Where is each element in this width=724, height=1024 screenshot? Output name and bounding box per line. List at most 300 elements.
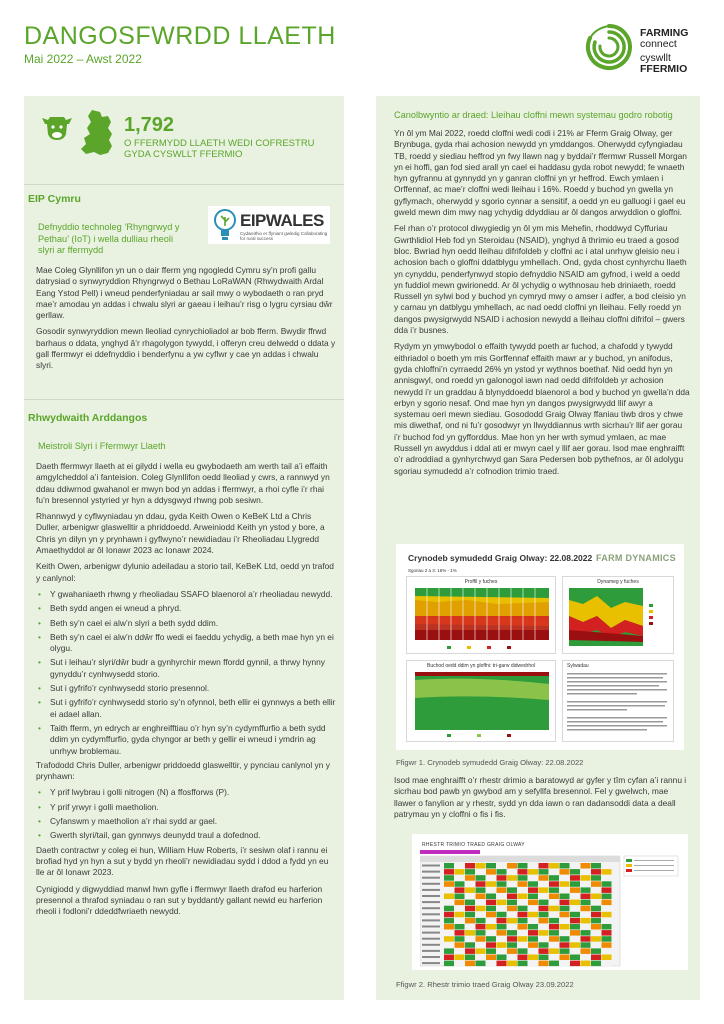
table-cell	[507, 942, 517, 948]
table-cell	[602, 942, 612, 948]
table-cell	[476, 924, 486, 930]
table-cell	[497, 906, 507, 912]
table-cell	[476, 930, 486, 936]
table-cell	[507, 887, 517, 893]
table-cell	[444, 863, 454, 869]
table-cell	[591, 955, 601, 961]
network-bullet-list-1	[36, 589, 336, 757]
table-cell	[602, 918, 612, 924]
table-cell	[528, 881, 538, 887]
table-cell	[602, 887, 612, 893]
table-cell	[602, 955, 612, 961]
table-cell	[539, 930, 549, 936]
table-cell	[465, 955, 475, 961]
table-cell	[539, 936, 549, 942]
network-subtitle: Meistroli Slyri i Ffermwyr Llaeth	[38, 441, 166, 451]
table-cell	[560, 948, 570, 954]
table-cell	[539, 918, 549, 924]
table-cell	[497, 924, 507, 930]
table-cell	[560, 924, 570, 930]
table-cell	[570, 942, 580, 948]
table-cell	[518, 924, 528, 930]
table-cell	[549, 918, 559, 924]
table-cell	[444, 894, 454, 900]
table-cell	[518, 875, 528, 881]
table-cell	[518, 936, 528, 942]
table-cell	[570, 912, 580, 918]
table-cell	[602, 869, 612, 875]
table-cell	[518, 930, 528, 936]
table-cell	[465, 894, 475, 900]
logo-text	[640, 28, 688, 75]
table-cell	[444, 942, 454, 948]
table-cell	[455, 942, 465, 948]
table-cell	[518, 894, 528, 900]
figure-1-title: Crynodeb symudedd Graig Olway: 22.08.2022	[408, 553, 593, 563]
table-cell	[570, 936, 580, 942]
network-paragraph-1: Daeth ffermwyr llaeth at ei gilydd i wella eu gwybodaeth am werth tail a’i effaith amgylcheddol a’i fanteision. Coleg Glynllifon oedd lleoliad y cwrs, a rannwyd yn ddau ddiwrnod gwahanol er mwyn bod yn addas i ffermwyr, a rhoi cyfle i’r rhai fu’n bresennol ystyried yr hyn a ddysgwyd rhwng pob sesiwn.	[36, 461, 330, 505]
table-cell	[581, 924, 591, 930]
table-cell	[465, 912, 475, 918]
table-cell	[455, 912, 465, 918]
table-cell	[581, 961, 591, 967]
list-item: • Sut i gyfrifo’r cynhwysedd storio presennol.	[36, 683, 336, 694]
panel-title: Proffil y fuches	[464, 579, 498, 585]
table-cell	[549, 906, 559, 912]
list-item: • Sut i leihau’r slyri/dŵr budr a gynhyrchir mewn ffordd gynnil, a thrwy hynny gynyddu’r cynhwysedd storio.	[36, 657, 336, 680]
table-cell	[518, 918, 528, 924]
table-row-label	[422, 883, 440, 885]
table-cell	[507, 881, 517, 887]
eip-paragraph-1: Mae Coleg Glynllifon yn un o dair fferm yng ngogledd Cymru sy’n profi gallu datrysiad o synwyryddion Rhyngrwyd o Bethau LoRaWAN (Rhwydwaith Ardal Eang Ystod Pell) i wneud penderfyniadau ar sail mwy o wybodaeth o ran pryd mae’r amodau yn addas i chwalu slyri ar gaeau i leihau’r risg o lygru cyrsiau dŵr gerllaw.	[36, 265, 333, 321]
table-cell	[591, 887, 601, 893]
table-cell	[497, 936, 507, 942]
table-cell	[486, 881, 496, 887]
table-cell	[570, 869, 580, 875]
table-cell	[507, 948, 517, 954]
table-row-label	[422, 950, 440, 952]
table-cell	[518, 906, 528, 912]
table-cell	[528, 906, 538, 912]
table-cell	[528, 900, 538, 906]
table-cell	[549, 948, 559, 954]
table-cell	[581, 875, 591, 881]
figure-2-trim-list	[412, 834, 688, 970]
table-cell	[465, 918, 475, 924]
table-cell	[591, 930, 601, 936]
stat-number: 1,792	[124, 114, 175, 136]
figure-2-title: RHESTR TRIMIO TRAED GRAIG OLWAY	[422, 842, 525, 848]
table-cell	[486, 869, 496, 875]
non-lame-cows-chart	[407, 670, 555, 742]
network-section-title: Rhwydwaith Arddangos	[28, 412, 148, 424]
table-cell	[486, 930, 496, 936]
table-cell	[507, 918, 517, 924]
table-cell	[602, 900, 612, 906]
table-cell	[539, 948, 549, 954]
table-cell	[465, 900, 475, 906]
table-cell	[476, 894, 486, 900]
table-cell	[486, 918, 496, 924]
table-cell	[507, 894, 517, 900]
table-row-label	[422, 932, 440, 934]
list-item: • Cyfanswm y maetholion a’r rhai sydd ar gael.	[36, 816, 336, 827]
table-cell	[539, 900, 549, 906]
table-cell	[528, 930, 538, 936]
table-cell	[560, 912, 570, 918]
logo-line-4: FFERMIO	[640, 63, 688, 75]
figure-1-subtitle: Sgoriau 2 a 3: 16% - 1%	[408, 568, 457, 573]
table-cell	[560, 955, 570, 961]
panel-title: Buchod oedd ddim yn gloffni: tri-garw didwedrhol	[426, 663, 536, 669]
table-cell	[539, 961, 549, 967]
eip-subtitle: Defnyddio technoleg ‘Rhyngrwyd y Pethau’ (IoT) i wella dulliau rheoli slyri ar ffermydd	[38, 222, 180, 255]
table-cell	[507, 863, 517, 869]
table-cell	[602, 936, 612, 942]
table-cell	[539, 912, 549, 918]
table-cell	[539, 955, 549, 961]
table-cell	[455, 918, 465, 924]
table-cell	[497, 881, 507, 887]
table-cell	[497, 912, 507, 918]
table-cell	[570, 948, 580, 954]
table-cell	[549, 924, 559, 930]
table-cell	[486, 906, 496, 912]
table-cell	[528, 869, 538, 875]
table-cell	[444, 955, 454, 961]
table-cell	[581, 930, 591, 936]
table-cell	[486, 936, 496, 942]
table-cell	[507, 869, 517, 875]
table-cell	[581, 887, 591, 893]
table-cell	[455, 924, 465, 930]
table-cell	[602, 863, 612, 869]
table-cell	[444, 869, 454, 875]
table-cell	[476, 887, 486, 893]
table-cell	[570, 906, 580, 912]
table-cell	[539, 863, 549, 869]
panel-title: Dynameg y fuches	[597, 579, 639, 585]
table-cell	[528, 918, 538, 924]
table-cell	[444, 875, 454, 881]
table-cell	[507, 930, 517, 936]
table-cell	[581, 906, 591, 912]
table-row-label	[422, 865, 440, 867]
table-cell	[602, 881, 612, 887]
table-cell	[497, 887, 507, 893]
table-cell	[591, 912, 601, 918]
table-cell	[591, 942, 601, 948]
table-cell	[549, 961, 559, 967]
focus-section-title: Canolbwyntio ar draed: Lleihau cloffni mewn systemau godro robotig	[394, 110, 673, 120]
table-cell	[518, 863, 528, 869]
table-cell	[486, 942, 496, 948]
table-row-label	[422, 907, 440, 909]
network-paragraph-2: Rhannwyd y cyflwyniadau yn ddau, gyda Keith Owen o KeBeK Ltd a Chris Duller, arbenigwr glaswelltir a phriddoedd. Arweiniodd Keith yn ystod y bore, a Chris yn dilyn yn y prynhawn i gyflwyno’r newidiadau i’r Rheoliadau Llygredd Amaethyddol ar ôl Ionawr 2023 ac Ionawr 2024.	[36, 511, 325, 556]
figure-2-caption: Ffigwr 2. Rhestr trimio traed Graig Olway 23.09.2022	[396, 980, 574, 989]
non-lame-cows-panel	[406, 660, 556, 742]
table-cell	[591, 936, 601, 942]
table-cell	[570, 924, 580, 930]
table-cell	[476, 918, 486, 924]
table-row-label	[422, 877, 440, 879]
table-cell	[591, 881, 601, 887]
table-cell	[455, 906, 465, 912]
figure-1-caption: Ffigwr 1. Crynodeb symudedd Graig Olway: 22.08.2022	[396, 758, 584, 767]
table-cell	[465, 961, 475, 967]
table-cell	[486, 900, 496, 906]
list-item: • Y prif lwybrau i golli nitrogen (N) a ffosfforws (P).	[36, 787, 336, 798]
table-cell	[476, 875, 486, 881]
table-cell	[560, 869, 570, 875]
wales-map-icon	[78, 108, 118, 158]
table-cell	[518, 955, 528, 961]
table-cell	[581, 918, 591, 924]
table-cell	[539, 906, 549, 912]
table-cell	[476, 906, 486, 912]
table-cell	[528, 863, 538, 869]
table-cell	[507, 924, 517, 930]
table-cell	[549, 881, 559, 887]
table-row-label	[422, 913, 440, 915]
table-cell	[507, 961, 517, 967]
table-cell	[465, 881, 475, 887]
table-cell	[591, 918, 601, 924]
table-cell	[591, 961, 601, 967]
divider	[24, 399, 344, 400]
table-cell	[602, 961, 612, 967]
table-cell	[539, 894, 549, 900]
farm-dynamics-logo: FARM DYNAMICS	[596, 553, 676, 563]
table-cell	[476, 942, 486, 948]
table-cell	[497, 955, 507, 961]
table-cell	[518, 912, 528, 918]
table-cell	[581, 936, 591, 942]
table-cell	[455, 869, 465, 875]
list-item: • Beth sydd angen ei wneud a phryd.	[36, 603, 336, 614]
table-cell	[444, 918, 454, 924]
table-cell	[455, 961, 465, 967]
herd-profile-panel	[406, 576, 556, 654]
list-item: • Beth sy’n cael ei alw’n ddŵr ffo wedi ei faeddu ychydig, a beth mae hyn yn ei olygu.	[36, 632, 336, 655]
table-cell	[560, 936, 570, 942]
table-cell	[444, 924, 454, 930]
table-cell	[591, 924, 601, 930]
focus-paragraph-1: Yn ôl ym Mai 2022, roedd cloffni wedi codi i 21% ar Fferm Graig Olway, ger Brynbuga, gyda rhai achosion newydd yn ymddangos. Oherwydd cyfyngiadau TB, roedd y siediau heffrod yn fwy llawn nag y byddai’r ffermwr Russell Morgan yn ei hoffi, gan fod sied arall yn cael ei haddasu gyda robot newydd; fe wnaeth hyn gyfrannu at gynnydd yn y ganran cloffni yn yr heffrod. Ewch ymlaen i Orffennaf, ac mae’r cloffni wedi lleihau i 16%. Roedd y buchod yn gwella yn gyflymach, oherwydd y sgorio cynnar a sensitif, a oedd yn eu galluogi i gael eu gweld mewn dim mwy nag ychydig ddyddiau ar ôl dangos arwyddion o gloffni.	[394, 128, 687, 218]
network-body	[36, 461, 336, 922]
list-item: • Taith fferm, yn edrych ar enghreifftiau o’r hyn sy’n cydymffurfio a beth sydd ddim yn cydymffurfio, gyda chyngor ar beth y gellir ei wneud i ymdrin ag unrhyw broblemau.	[36, 723, 336, 757]
table-row-label	[422, 926, 440, 928]
table-cell	[497, 869, 507, 875]
table-cell	[549, 875, 559, 881]
table-cell	[455, 894, 465, 900]
table-cell	[528, 894, 538, 900]
table-cell	[465, 887, 475, 893]
table-cell	[465, 942, 475, 948]
focus-body	[394, 128, 690, 482]
table-cell	[455, 887, 465, 893]
table-cell	[549, 912, 559, 918]
table-cell	[444, 900, 454, 906]
table-row-label	[422, 901, 440, 903]
herd-profile-chart	[407, 586, 555, 654]
table-cell	[497, 875, 507, 881]
table-cell	[549, 894, 559, 900]
table-cell	[444, 881, 454, 887]
table-cell	[560, 894, 570, 900]
table-cell	[465, 875, 475, 881]
table-cell	[518, 900, 528, 906]
table-row-label	[422, 871, 440, 873]
network-paragraph-5: Daeth contractwr y coleg ei hun, William Huw Roberts, i’r sesiwn olaf i rannu ei brofiad hyd yn hyn a sut y bydd yn rheoli’r newidiadau sydd i ddod a fydd yn eu lle ar ôl Ionawr 2023.	[36, 844, 329, 878]
table-cell	[455, 863, 465, 869]
table-cell	[570, 887, 580, 893]
table-cell	[581, 955, 591, 961]
table-cell	[581, 900, 591, 906]
table-cell	[591, 906, 601, 912]
table-cell	[507, 955, 517, 961]
comments-panel	[562, 660, 674, 742]
table-cell	[486, 894, 496, 900]
table-cell	[570, 930, 580, 936]
table-cell	[444, 948, 454, 954]
table-cell	[560, 887, 570, 893]
table-cell	[570, 863, 580, 869]
table-cell	[591, 869, 601, 875]
stat-box	[24, 96, 344, 184]
table-cell	[549, 930, 559, 936]
table-cell	[476, 948, 486, 954]
table-row-label	[422, 962, 440, 964]
table-cell	[465, 936, 475, 942]
table-cell	[570, 961, 580, 967]
table-cell	[444, 887, 454, 893]
table-cell	[549, 900, 559, 906]
table-cell	[444, 930, 454, 936]
table-cell	[528, 961, 538, 967]
eip-body	[36, 265, 336, 377]
list-item: • Y prif yrwyr i golli maetholion.	[36, 802, 336, 813]
table-cell	[549, 955, 559, 961]
table-cell	[602, 875, 612, 881]
list-item: • Gwerth slyri/tail, gan gynnwys deunydd traul a dofednod.	[36, 830, 336, 841]
table-cell	[465, 930, 475, 936]
table-cell	[591, 948, 601, 954]
table-cell	[444, 936, 454, 942]
table-cell	[570, 875, 580, 881]
table-cell	[549, 887, 559, 893]
table-cell	[476, 936, 486, 942]
table-cell	[497, 900, 507, 906]
table-cell	[455, 955, 465, 961]
table-cell	[591, 894, 601, 900]
table-cell	[581, 894, 591, 900]
table-cell	[560, 881, 570, 887]
eip-paragraph-2: Gosodir synwyryddion mewn lleoliad cynrychioliadol ar bob fferm. Bwydir ffrwd barhaus o ddata, ynghyd â’r rhagolygon tywydd, i offeryn creu delwedd o ddata y gall ffermwyr ei ddefnyddio i benderfynu a yw cyflwr y cae yn addas i chwalu slyri.	[36, 326, 336, 371]
table-cell	[602, 906, 612, 912]
table-cell	[581, 948, 591, 954]
table-cell	[539, 942, 549, 948]
table-cell	[549, 942, 559, 948]
table-cell	[518, 948, 528, 954]
table-cell	[476, 869, 486, 875]
herd-dynamics-panel	[562, 576, 674, 654]
table-cell	[539, 887, 549, 893]
table-cell	[476, 881, 486, 887]
page-subtitle: Mai 2022 – Awst 2022	[24, 52, 142, 66]
list-item: • Sut i gyfrifo’r cynhwysedd storio sy’n ofynnol, beth ellir ei gynnwys a beth ellir ei adael allan.	[36, 697, 336, 720]
table-cell	[591, 875, 601, 881]
table-cell	[486, 887, 496, 893]
table-cell	[507, 936, 517, 942]
table-cell	[539, 924, 549, 930]
table-cell	[602, 894, 612, 900]
table-cell	[507, 875, 517, 881]
eip-logo-name: EIPWALES	[240, 211, 324, 230]
table-cell	[455, 930, 465, 936]
network-paragraph-3: Keith Owen, arbenigwr dylunio adeiladau a storio tail, KeBeK Ltd, oedd yn trafod y canlynol:	[36, 561, 334, 583]
cow-icon	[40, 114, 74, 142]
stat-text: O FFERMYDD LLAETH WEDI COFRESTRU GYDA CYSWLLT FFERMIO	[124, 138, 315, 160]
table-cell	[497, 894, 507, 900]
table-cell	[560, 875, 570, 881]
table-cell	[570, 881, 580, 887]
table-row-label	[422, 938, 440, 940]
table-cell	[560, 942, 570, 948]
table-cell	[539, 881, 549, 887]
table-cell	[465, 863, 475, 869]
table-cell	[570, 900, 580, 906]
table-row-label	[422, 956, 440, 958]
table-cell	[570, 955, 580, 961]
table-cell	[528, 936, 538, 942]
farming-connect-logo	[584, 20, 704, 80]
table-cell	[507, 900, 517, 906]
table-cell	[465, 869, 475, 875]
table-cell	[444, 912, 454, 918]
table-cell	[497, 961, 507, 967]
table-cell	[444, 906, 454, 912]
table-cell	[581, 881, 591, 887]
table-cell	[507, 912, 517, 918]
table-cell	[465, 906, 475, 912]
lightbulb-icon	[212, 208, 238, 242]
list-item: • Y gwahaniaeth rhwng y rheoliadau SSAFO blaenorol a’r rheoliadau newydd.	[36, 589, 336, 600]
table-cell	[528, 875, 538, 881]
table-cell	[455, 948, 465, 954]
table-cell	[486, 961, 496, 967]
table-cell	[444, 961, 454, 967]
table-cell	[455, 881, 465, 887]
table-cell	[602, 930, 612, 936]
focus-paragraph-4: Isod mae enghraifft o’r rhestr drimio a baratowyd ar gyfer y tîm cyfan a’i rannu i sicrhau bod pawb yn gwybod am y sefyllfa bresennol. Fel y gwelwch, mae llawer o fanylion ar y rhestr, sydd yn dda iawn o ran dadansoddi data a deall patrymau yn y cloffni o fis i fis.	[394, 775, 687, 819]
table-cell	[560, 906, 570, 912]
table-cell	[549, 936, 559, 942]
table-cell	[528, 887, 538, 893]
trim-list-table	[420, 850, 682, 968]
table-cell	[560, 918, 570, 924]
table-cell	[497, 942, 507, 948]
network-bullet-list-2	[36, 787, 336, 841]
table-cell	[455, 936, 465, 942]
panel-title: Sylwadau	[567, 663, 589, 669]
table-cell	[602, 948, 612, 954]
table-cell	[539, 875, 549, 881]
logo-line-1: FARMING	[640, 27, 689, 39]
table-cell	[581, 912, 591, 918]
table-cell	[465, 924, 475, 930]
logo-line-3: cyswllt	[640, 52, 671, 64]
